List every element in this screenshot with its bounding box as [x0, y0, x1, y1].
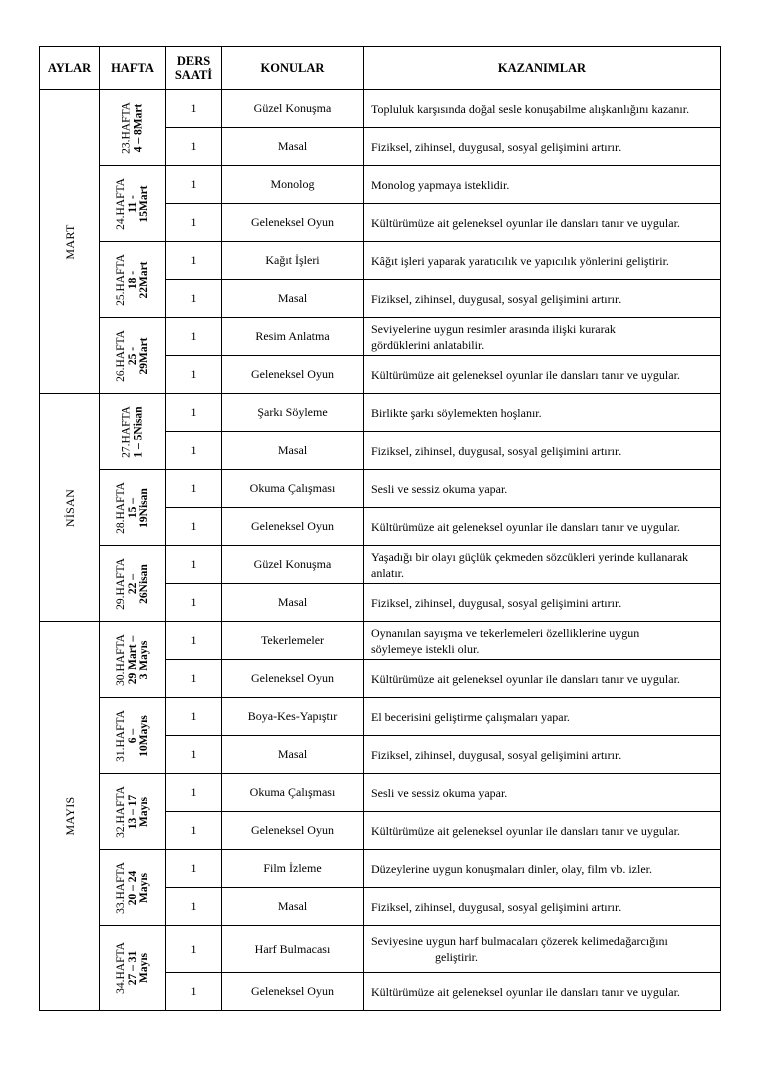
week-label-l1: 26.HAFTA — [114, 329, 127, 382]
hours-cell: 1 — [166, 546, 222, 584]
hours-cell: 1 — [166, 166, 222, 204]
outcome-cell — [364, 242, 721, 280]
outcome-line: Fiziksel, zihinsel, duygusal, sosyal gelişimini artırır. — [371, 443, 622, 458]
week-label-l2: 29 Mart – — [125, 635, 138, 684]
week-label — [121, 102, 144, 154]
week-label-l3: 10Mayıs — [137, 714, 150, 757]
week-cell — [100, 318, 166, 394]
table-row — [40, 90, 721, 128]
topic-cell: Masal — [222, 280, 364, 318]
week-label-l1: 24.HAFTA — [114, 177, 127, 230]
table-row — [40, 774, 721, 812]
week-label-l1: 29.HAFTA — [114, 557, 127, 610]
topic-cell: Masal — [222, 584, 364, 622]
hours-cell: 1 — [166, 128, 222, 166]
outcome-cell — [364, 128, 721, 166]
topic-cell: Geleneksel Oyun — [222, 660, 364, 698]
outcome-cell — [364, 888, 721, 926]
outcome-line: Fiziksel, zihinsel, duygusal, sosyal gelişimini artırır. — [371, 595, 622, 610]
week-label-l3: 22Mart — [137, 260, 150, 299]
col-header-week: HAFTA — [100, 47, 166, 90]
outcome-line: Fiziksel, zihinsel, duygusal, sosyal gelişimini artırır. — [371, 899, 622, 914]
outcome-line: Seviyelerine uygun resimler arasında ilişki kurarak — [371, 321, 616, 336]
topic-cell: Harf Bulmacası — [222, 926, 364, 973]
topic-cell: Okuma Çalışması — [222, 470, 364, 508]
outcome-line: Düzeylerine uygun konuşmaları dinler, olay, film vb. izler. — [371, 861, 652, 876]
outcome-line: anlatır. — [371, 565, 404, 580]
table-row — [40, 394, 721, 432]
hours-cell: 1 — [166, 584, 222, 622]
hours-cell: 1 — [166, 774, 222, 812]
topic-cell: Güzel Konuşma — [222, 90, 364, 128]
weekly-plan-table — [39, 46, 721, 1011]
week-label — [121, 406, 144, 458]
week-label-l1: 34.HAFTA — [114, 942, 127, 994]
outcome-cell — [364, 432, 721, 470]
outcome-line: Kültürümüze ait geleneksel oyunlar ile dansları tanır ve uygular. — [371, 671, 680, 686]
week-label-l2: 6 – — [125, 728, 138, 743]
hours-cell: 1 — [166, 973, 222, 1011]
outcome-cell — [364, 318, 721, 356]
week-label — [115, 178, 150, 230]
outcome-cell — [364, 356, 721, 394]
week-label-l2: 22 – — [125, 573, 138, 594]
outcome-cell — [364, 774, 721, 812]
outcome-line: geliştirir. — [435, 950, 478, 964]
week-label — [115, 786, 150, 838]
week-label-l2: 25 - — [125, 346, 138, 365]
topic-cell: Masal — [222, 432, 364, 470]
outcome-line: Birlikte şarkı söylemekten hoşlanır. — [371, 405, 542, 420]
hours-cell: 1 — [166, 90, 222, 128]
week-label-l1: 25.HAFTA — [114, 253, 127, 306]
week-label-l3: 19Nisan — [137, 487, 150, 528]
month-label: NİSAN — [62, 488, 77, 527]
table-row — [40, 546, 721, 584]
topic-cell: Masal — [222, 736, 364, 774]
outcome-cell — [364, 973, 721, 1011]
table-row — [40, 622, 721, 660]
week-cell — [100, 242, 166, 318]
hours-cell: 1 — [166, 888, 222, 926]
col-header-hours — [166, 47, 222, 90]
outcome-line: Sesli ve sessiz okuma yapar. — [371, 481, 508, 496]
week-label-l2: 27 – 31 — [125, 950, 138, 986]
outcome-line: Fiziksel, zihinsel, duygusal, sosyal gelişimini artırır. — [371, 747, 622, 762]
topic-cell: Boya-Kes-Yapıştır — [222, 698, 364, 736]
week-cell — [100, 90, 166, 166]
outcome-line: Sesli ve sessiz okuma yapar. — [371, 785, 508, 800]
week-label-l2: 15 – — [125, 497, 138, 518]
table-row — [40, 850, 721, 888]
outcome-cell — [364, 394, 721, 432]
week-label — [115, 862, 150, 914]
outcome-line: Kültürümüze ait geleneksel oyunlar ile dansları tanır ve uygular. — [371, 823, 680, 838]
week-label — [115, 558, 150, 610]
week-cell — [100, 546, 166, 622]
col-header-months: AYLAR — [40, 47, 100, 90]
outcome-cell — [364, 508, 721, 546]
outcome-cell — [364, 622, 721, 660]
hours-cell: 1 — [166, 318, 222, 356]
hours-cell: 1 — [166, 660, 222, 698]
outcome-cell — [364, 926, 721, 973]
hours-cell: 1 — [166, 432, 222, 470]
outcome-line: söylemeye istekli olur. — [371, 641, 480, 656]
week-label-l3: Mayıs — [137, 796, 150, 827]
outcome-line: gördüklerini anlatabilir. — [371, 337, 485, 352]
outcome-cell — [364, 584, 721, 622]
outcome-cell — [364, 204, 721, 242]
week-label-l2: 11 - — [125, 194, 138, 213]
hours-cell: 1 — [166, 470, 222, 508]
month-cell — [40, 394, 100, 622]
topic-cell: Geleneksel Oyun — [222, 508, 364, 546]
week-cell — [100, 622, 166, 698]
topic-cell: Monolog — [222, 166, 364, 204]
outcome-line: Kültürümüze ait geleneksel oyunlar ile dansları tanır ve uygular. — [371, 215, 680, 230]
week-cell — [100, 470, 166, 546]
week-label-l2: 18 - — [125, 270, 138, 289]
outcome-line: Oynanılan sayışma ve tekerlemeleri özelliklerine uygun — [371, 625, 640, 640]
week-label — [115, 330, 150, 382]
table-body — [40, 90, 721, 1011]
col-header-outcomes: KAZANIMLAR — [364, 47, 721, 90]
week-label-l3: 3 Mayıs — [137, 640, 150, 679]
topic-cell: Geleneksel Oyun — [222, 204, 364, 242]
week-label-l1: 23.HAFTA — [120, 101, 132, 154]
week-label-l2: 20 – 24 — [125, 870, 138, 905]
week-label — [115, 634, 150, 686]
hours-cell: 1 — [166, 242, 222, 280]
month-cell — [40, 90, 100, 394]
header-row — [40, 47, 721, 90]
week-label-l1: 28.HAFTA — [114, 481, 127, 534]
outcome-cell — [364, 850, 721, 888]
outcome-cell — [364, 280, 721, 318]
outcome-line: Seviyesine uygun harf bulmacaları çözerek kelimedağarcığını — [371, 934, 668, 948]
week-label-l3: Mayıs — [137, 872, 150, 903]
topic-cell: Kağıt İşleri — [222, 242, 364, 280]
week-label-l1: 32.HAFTA — [114, 785, 127, 838]
week-label-l3: 15Mart — [137, 184, 150, 223]
table-row — [40, 698, 721, 736]
topic-cell: Okuma Çalışması — [222, 774, 364, 812]
table-row — [40, 470, 721, 508]
week-label-l1: 31.HAFTA — [114, 709, 127, 762]
month-cell — [40, 622, 100, 1011]
outcome-cell — [364, 736, 721, 774]
topic-cell: Şarkı Söyleme — [222, 394, 364, 432]
col-header-hours-line1: DERS — [176, 54, 211, 68]
week-label-l2: 4 – 8Mart — [131, 103, 144, 152]
table-row — [40, 318, 721, 356]
outcome-line: Monolog yapmaya isteklidir. — [371, 177, 510, 192]
table-row — [40, 166, 721, 204]
hours-cell: 1 — [166, 736, 222, 774]
week-label-l2: 1 – 5Nisan — [131, 405, 144, 458]
topic-cell: Film İzleme — [222, 850, 364, 888]
outcome-line: Yaşadığı bir olayı güçlük çekmeden sözcükleri yerinde kullanarak — [371, 549, 689, 564]
outcome-line: Fiziksel, zihinsel, duygusal, sosyal gelişimini artırır. — [371, 139, 622, 154]
week-cell — [100, 850, 166, 926]
outcome-cell — [364, 660, 721, 698]
topic-cell: Masal — [222, 888, 364, 926]
topic-cell: Geleneksel Oyun — [222, 812, 364, 850]
outcome-line: Kâğıt işleri yaparak yaratıcılık ve yapıcılık yönlerini geliştirir. — [371, 253, 669, 268]
hours-cell: 1 — [166, 622, 222, 660]
outcome-line: Topluluk karşısında doğal sesle konuşabilme alışkanlığını kazanır. — [371, 101, 690, 116]
week-label-l1: 27.HAFTA — [120, 405, 132, 458]
week-label-l2: 13 – 17 — [125, 794, 138, 829]
topic-cell: Güzel Konuşma — [222, 546, 364, 584]
week-cell — [100, 166, 166, 242]
month-label: MART — [62, 223, 77, 260]
week-label-l3: Mayıs — [137, 952, 150, 984]
outcome-cell — [364, 698, 721, 736]
outcome-line: Kültürümüze ait geleneksel oyunlar ile dansları tanır ve uygular. — [371, 984, 680, 999]
outcome-line: Kültürümüze ait geleneksel oyunlar ile dansları tanır ve uygular. — [371, 519, 680, 534]
topic-cell: Tekerlemeler — [222, 622, 364, 660]
week-label — [115, 710, 150, 762]
hours-cell: 1 — [166, 204, 222, 242]
week-label-l3: 29Mart — [137, 336, 150, 375]
hours-cell: 1 — [166, 394, 222, 432]
outcome-cell — [364, 470, 721, 508]
week-label-l3: 26Nisan — [137, 563, 150, 604]
outcome-cell — [364, 812, 721, 850]
hours-cell: 1 — [166, 508, 222, 546]
topic-cell: Geleneksel Oyun — [222, 973, 364, 1011]
week-label-l1: 33.HAFTA — [114, 861, 127, 914]
week-label — [115, 942, 150, 994]
week-cell — [100, 774, 166, 850]
hours-cell: 1 — [166, 812, 222, 850]
outcome-cell — [364, 166, 721, 204]
hours-cell: 1 — [166, 280, 222, 318]
outcome-cell — [364, 546, 721, 584]
hours-cell: 1 — [166, 926, 222, 973]
table-row — [40, 242, 721, 280]
outcome-line: El becerisini geliştirme çalışmaları yapar. — [371, 709, 570, 724]
outcome-cell — [364, 90, 721, 128]
outcome-line: Fiziksel, zihinsel, duygusal, sosyal gelişimini artırır. — [371, 291, 622, 306]
week-label-l1: 30.HAFTA — [114, 633, 127, 686]
topic-cell: Geleneksel Oyun — [222, 356, 364, 394]
hours-cell: 1 — [166, 698, 222, 736]
week-label — [115, 254, 150, 306]
week-cell — [100, 394, 166, 470]
col-header-hours-line2: SAATİ — [174, 68, 213, 82]
topic-cell: Resim Anlatma — [222, 318, 364, 356]
week-cell — [100, 926, 166, 1011]
week-cell — [100, 698, 166, 774]
topic-cell: Masal — [222, 128, 364, 166]
outcome-line: Kültürümüze ait geleneksel oyunlar ile dansları tanır ve uygular. — [371, 367, 680, 382]
hours-cell: 1 — [166, 850, 222, 888]
month-label: MAYIS — [62, 796, 77, 836]
table-row — [40, 926, 721, 973]
hours-cell: 1 — [166, 356, 222, 394]
col-header-topics: KONULAR — [222, 47, 364, 90]
week-label — [115, 482, 150, 534]
